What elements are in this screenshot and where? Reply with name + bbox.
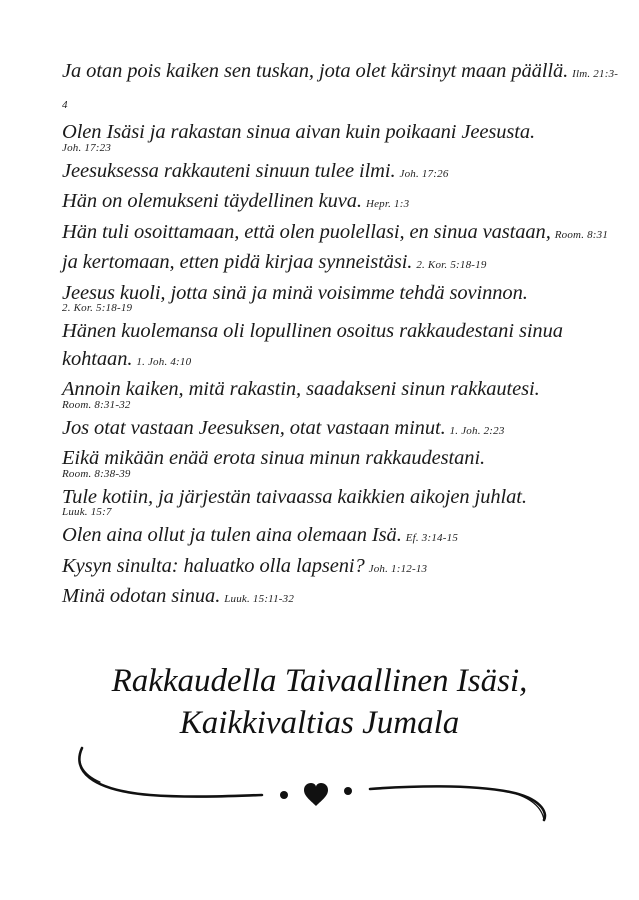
- heart-icon: [304, 783, 328, 806]
- verse-line: [62, 415, 622, 446]
- verse-text: Hän tuli osoittamaan, että olen puolellasi, en sinua vastaan,: [62, 220, 551, 243]
- verse-line: [62, 249, 622, 280]
- verse-reference: 1. Joh. 4:10: [136, 355, 192, 368]
- verse-line: [62, 158, 622, 189]
- verse-text: Ja otan pois kaiken sen tuskan, jota olet kärsinyt maan päällä.: [62, 60, 569, 82]
- verse-reference: Room. 8:31: [554, 228, 609, 241]
- verse-reference: 2. Kor. 5:18-19: [416, 259, 487, 271]
- verse-reference: 1. Joh. 2:23: [449, 424, 505, 437]
- right-swash: [370, 786, 545, 820]
- verse-line: [62, 318, 622, 376]
- verse-line: [62, 484, 622, 519]
- verse-text: Kysyn sinulta: haluatko olla lapseni?: [62, 554, 365, 577]
- left-swash: [79, 748, 262, 797]
- verse-line: [62, 553, 622, 584]
- verse-reference: Hepr. 1:3: [365, 198, 410, 210]
- verse-reference: Joh. 17:26: [399, 167, 449, 180]
- verse-reference: Joh. 17:23: [62, 141, 112, 154]
- verse-reference: Room. 8:38-39: [62, 467, 131, 480]
- verse-reference: Luuk. 15:7: [62, 506, 112, 518]
- right-dot-icon: [344, 787, 352, 795]
- verse-reference: Ef. 3:14-15: [405, 532, 459, 544]
- verse-text: Jos otat vastaan Jeesuksen, otat vastaan minut.: [62, 416, 446, 439]
- verse-text: Jeesus kuoli, jotta sinä ja minä voisimme tehdä sovinnon.: [62, 281, 528, 304]
- verse-text: Tule kotiin, ja järjestän taivaassa kaikkien aikojen juhlat.: [62, 485, 527, 508]
- verse-text: Olen aina ollut ja tulen aina olemaan Isä.: [62, 524, 402, 546]
- verse-text: Annoin kaiken, mitä rakastin, saadakseni sinun rakkautesi.: [62, 378, 540, 400]
- verse-reference: Luuk. 15:11-32: [224, 593, 295, 605]
- verse-reference: Ilm. 21:3-4: [62, 68, 619, 111]
- verse-line: [62, 445, 622, 480]
- verse-text: Olen Isäsi ja rakastan sinua aivan kuin poikaani Jeesusta.: [62, 121, 536, 143]
- verse-text: Eikä mikään enää erota sinua minun rakkaudestani.: [62, 447, 486, 469]
- verse-line: [62, 376, 622, 411]
- decorative-divider: [70, 740, 560, 830]
- left-swash-tail: [80, 748, 100, 782]
- left-dot-icon: [280, 791, 288, 799]
- verse-list: [62, 58, 622, 614]
- verse-text: ja kertomaan, etten pidä kirjaa synneistäsi.: [62, 251, 413, 273]
- verse-reference: Joh. 1:12-13: [368, 562, 428, 575]
- signature-line-1: Rakkaudella Taivaallinen Isäsi,: [111, 663, 528, 699]
- verse-text: Jeesuksessa rakkauteni sinuun tulee ilmi.: [62, 159, 396, 182]
- verse-line: [62, 522, 622, 553]
- verse-line: [62, 188, 622, 219]
- verse-reference: 2. Kor. 5:18-19: [62, 302, 133, 314]
- verse-reference: Room. 8:31-32: [62, 398, 131, 411]
- verse-line: [62, 280, 622, 315]
- verse-text: Hänen kuolemansa oli lopullinen osoitus rakkaudestani sinua kohtaan.: [62, 320, 563, 370]
- signature-line-2: Kaikkivaltias Jumala: [179, 705, 460, 741]
- verse-line: [62, 583, 622, 614]
- verse-text: Hän on olemukseni täydellinen kuva.: [62, 190, 362, 212]
- signature: [0, 660, 639, 744]
- verse-text: Minä odotan sinua.: [62, 585, 221, 607]
- verse-line: [62, 119, 622, 154]
- verse-line: [62, 58, 622, 119]
- verse-line: [62, 219, 622, 250]
